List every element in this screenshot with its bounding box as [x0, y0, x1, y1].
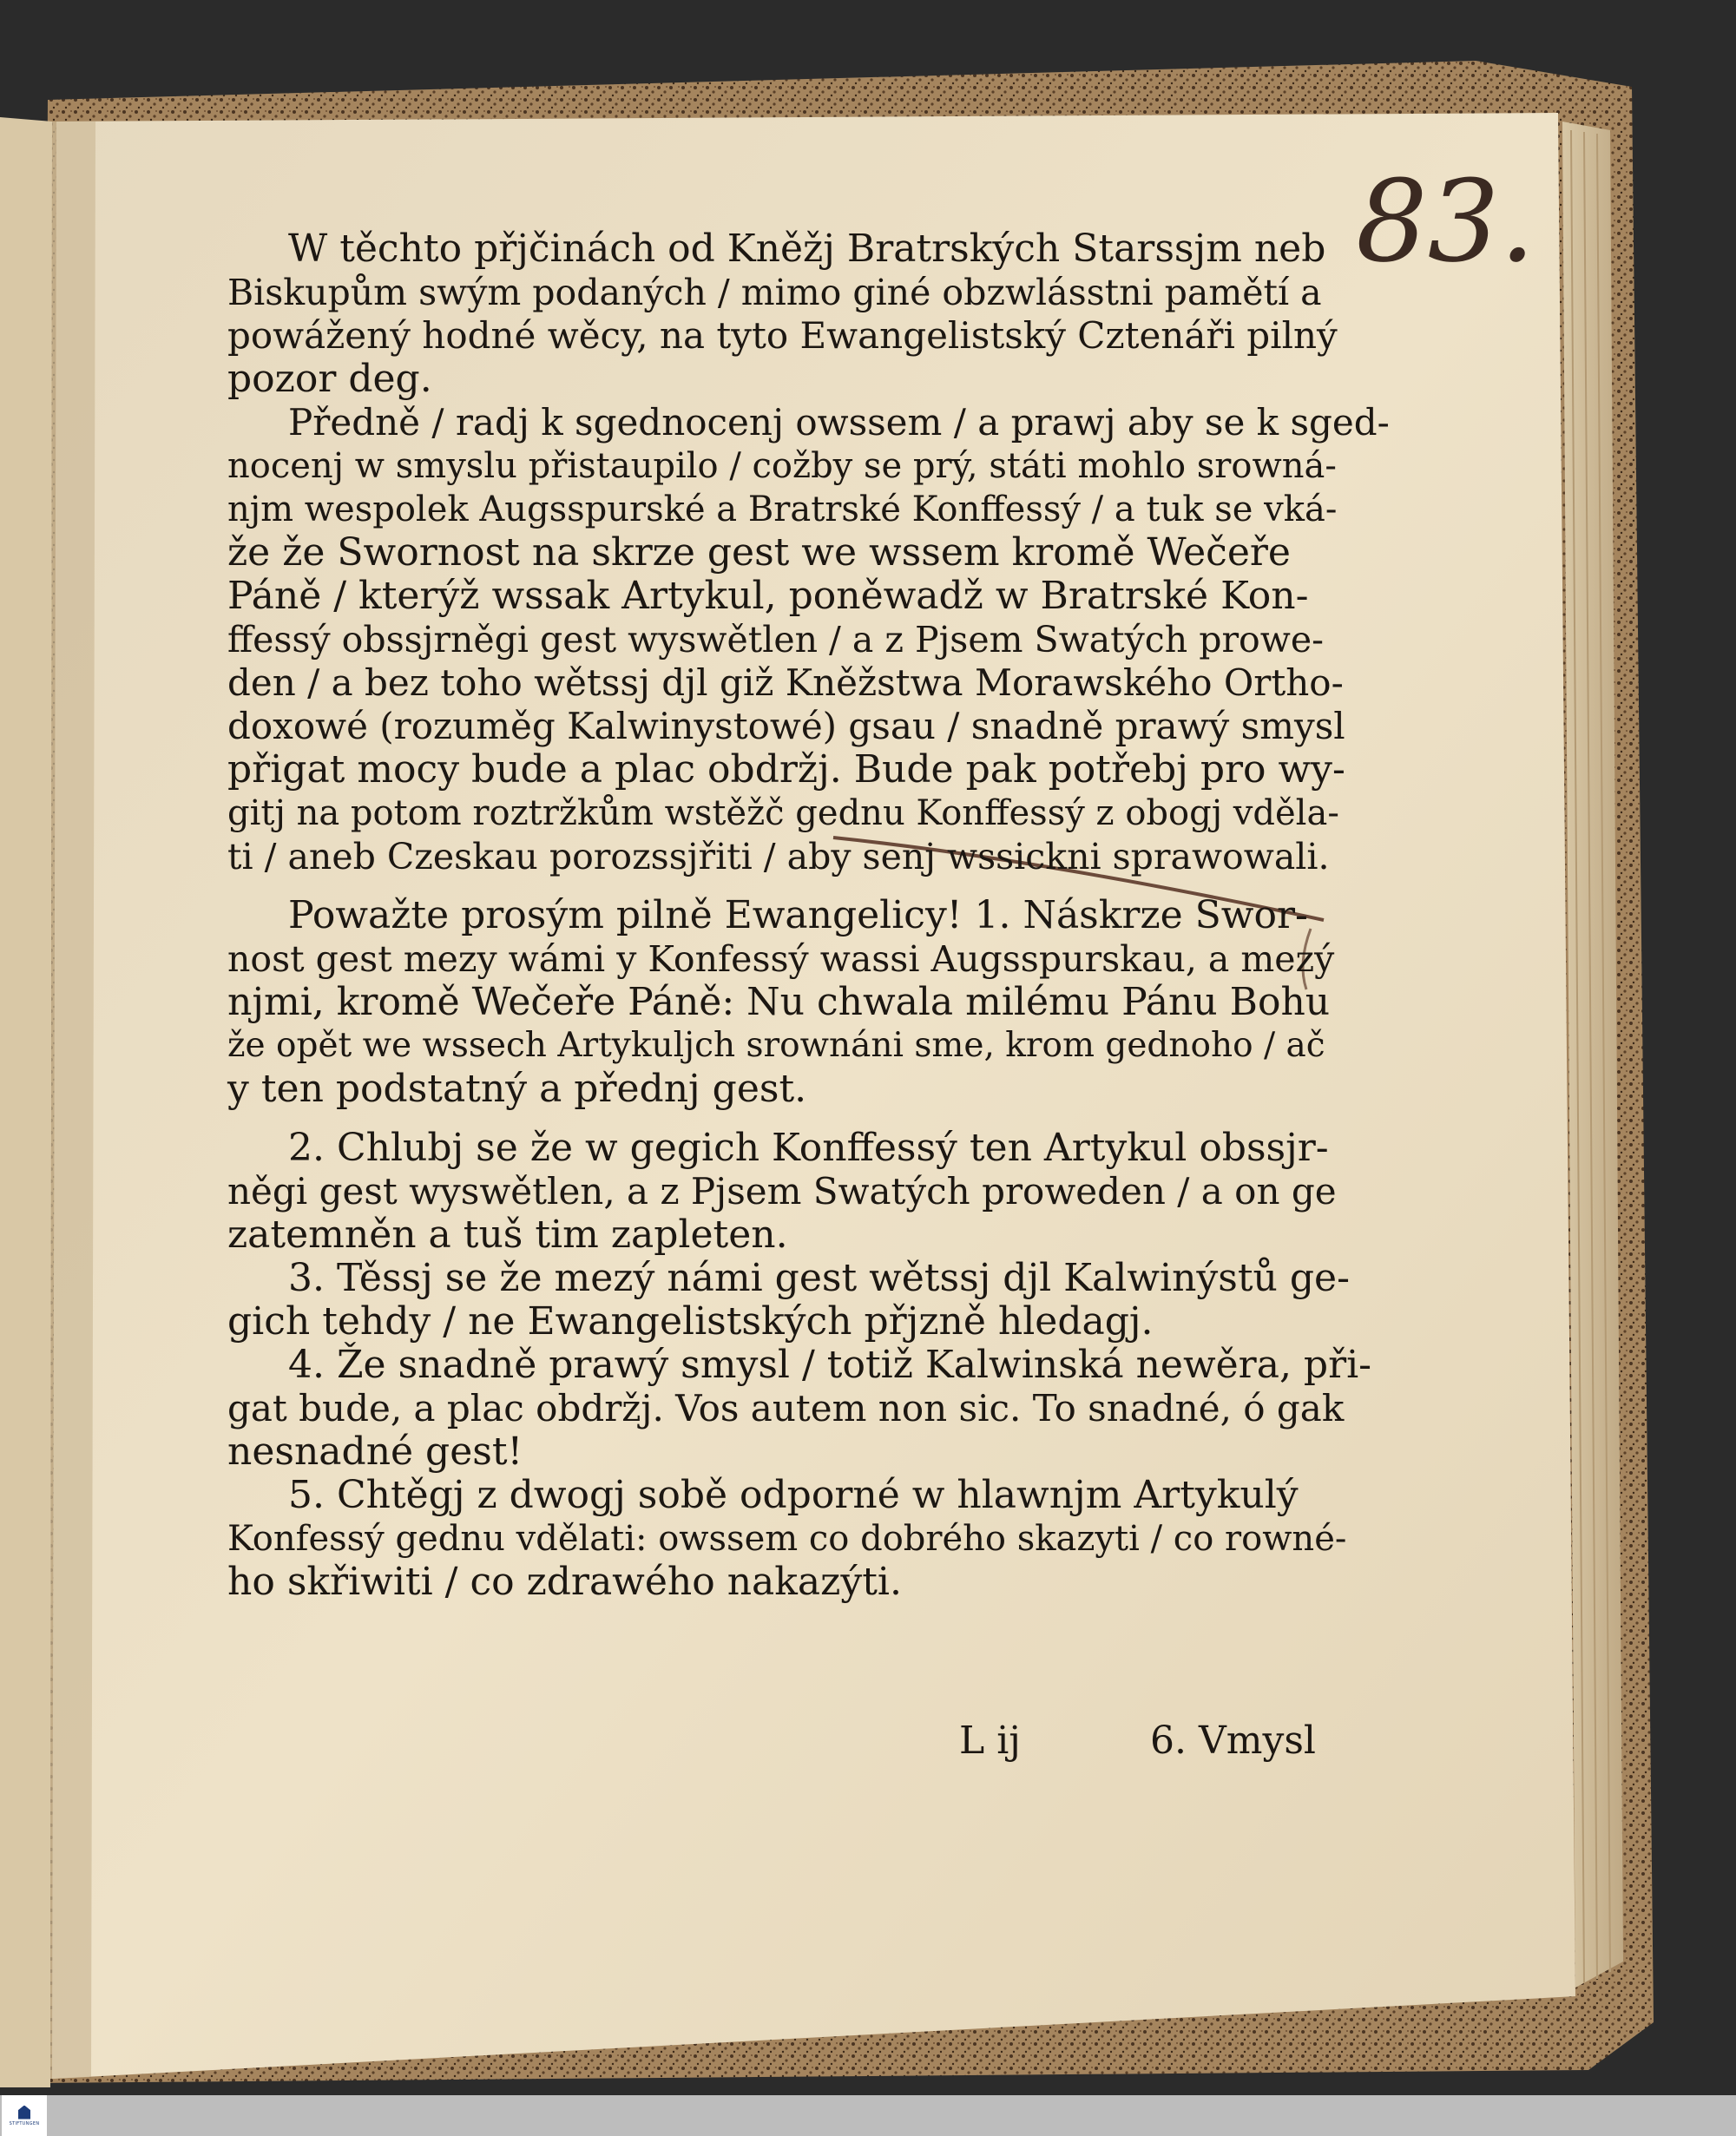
text-line: nesnadné gest!: [227, 1429, 523, 1474]
text-line: gat bude, a plac obdržj. Vos autem non sic. To snadné, ó gak: [227, 1387, 1345, 1429]
library-logo: [2, 2095, 47, 2136]
text-line: 3. Těssj se že mezý námi gest wětssj djl Kalwinýstů ge-: [288, 1256, 1350, 1300]
text-line: Páně / kterýž wssak Artykul, poněwadž w Bratrské Kon-: [227, 574, 1309, 618]
text-line: Předně / radj k sgednocenj owssem / a prawj aby se k sged-: [288, 401, 1390, 444]
text-line: njmi, kromě Wečeře Páně: Nu chwala milému Pánu Bohu: [227, 980, 1331, 1024]
tower-icon: [18, 2106, 30, 2120]
paragraph: [227, 893, 1335, 1111]
page-text-block: [227, 227, 1390, 1604]
text-line: přigat mocy bude a plac obdržj. Bude pak potřebj pro wy-: [227, 747, 1345, 792]
text-line: y ten podstatný a přednj gest.: [227, 1067, 807, 1111]
paragraph: [227, 227, 1338, 401]
viewer-footer-bar: [0, 2095, 1736, 2136]
text-line: že že Swornost na skrze gest we wssem kromě Wečeře: [227, 530, 1291, 575]
text-line: nocenj w smyslu přistaupilo / cožby se prý, státi mohlo srowná-: [227, 446, 1337, 486]
text-line: ho skřiwiti / co zdrawého nakazýti.: [227, 1560, 902, 1604]
paragraph: [227, 1126, 1337, 1257]
text-line: 2. Chlubj se že w gegich Konffessý ten Artykul obssjr-: [288, 1126, 1329, 1170]
paragraph: [227, 1473, 1347, 1604]
paragraph: [227, 401, 1390, 878]
text-line: pozor deg.: [227, 357, 432, 401]
text-line: W těchto přjčinách od Kněžj Bratrských Starssjm neb: [288, 227, 1326, 271]
text-line: že opět we wssech Artykuljch srownáni sme, krom gednoho / ač: [227, 1026, 1325, 1065]
text-line: něgi gest wyswětlen, a z Pjsem Swatých proweden / a on ge: [227, 1170, 1337, 1213]
text-line: gitj na potom roztržkům wstěžč gednu Konffessý z obogj vděla-: [227, 793, 1339, 833]
paragraph: [227, 1256, 1350, 1344]
text-line: doxowé (rozuměg Kalwinystowé) gsau / snadně prawý smysl: [227, 705, 1345, 747]
text-line: powážený hodné wěcy, na tyto Ewangelistský Cztenáři pilný: [227, 314, 1338, 357]
catchword: 6. Vmysl: [1150, 1719, 1316, 1763]
folio-number: 83.: [1356, 155, 1535, 287]
text-line: gich tehdy / ne Ewangelistských přjzně hledagj.: [227, 1299, 1154, 1344]
text-line: ti / aneb Czeskau porozssjřiti / aby senj wssickni sprawowali.: [227, 836, 1330, 877]
text-line: Powažte prosým pilně Ewangelicy! 1. Náskrze Swor-: [288, 893, 1308, 937]
text-line: ffessý obssjrněgi gest wyswětlen / a z Pjsem Swatých prowe-: [227, 619, 1324, 661]
text-line: nost gest mezy wámi y Konfessý wassi Augsspurskau, a mezý: [227, 938, 1335, 980]
text-line: den / a bez toho wětssj djl giž Kněžstwa Morawského Ortho-: [227, 661, 1344, 704]
text-line: 4. Že snadně prawý smysl / totiž Kalwinská newěra, při-: [288, 1343, 1372, 1387]
paragraph: [227, 1343, 1372, 1474]
text-line: njm wespolek Augsspurské a Bratrské Konffessý / a tuk se vká-: [227, 490, 1338, 529]
text-line: 5. Chtěgj z dwogj sobě odporné w hlawnjm Artykulý: [288, 1473, 1299, 1517]
logo-wordmark: STIFTUNGEN: [9, 2120, 40, 2126]
signature-mark: L ij: [959, 1719, 1021, 1763]
text-line: Biskupům swým podaných / mimo giné obzwlásstni pamětí a: [227, 272, 1322, 313]
text-line: zatemněn a tuš tim zapleten.: [227, 1213, 788, 1257]
text-line: Konfessý gednu vdělati: owssem co dobrého skazyti / co rowné-: [227, 1519, 1347, 1559]
